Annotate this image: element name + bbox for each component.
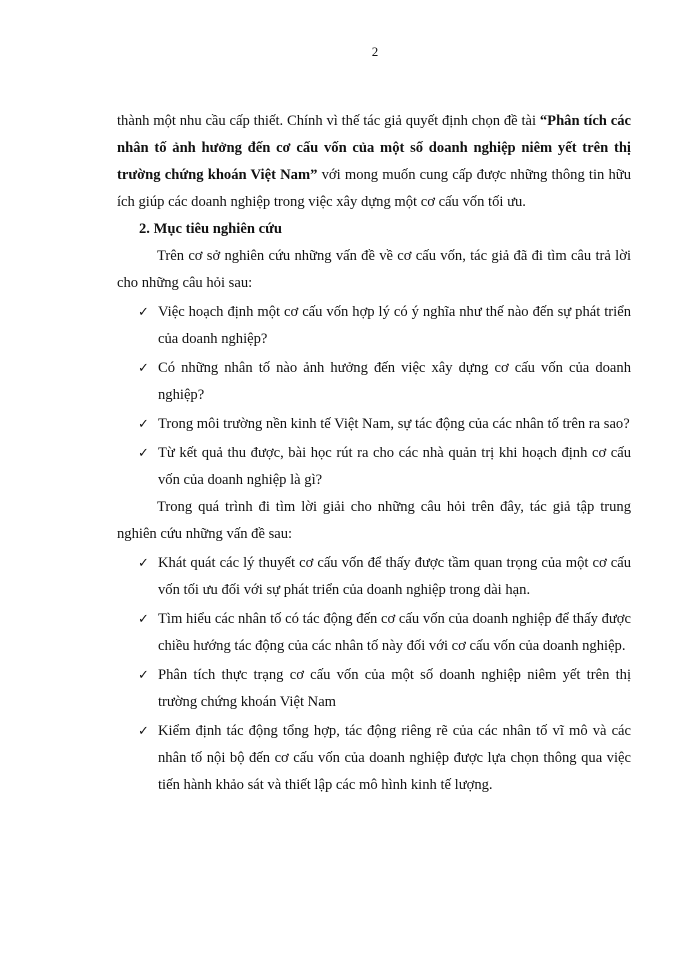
list-item — [117, 411, 631, 438]
list-item — [117, 299, 631, 353]
list-item-text: Từ kết quả thu được, bài học rút ra cho các nhà quản trị khi hoạch định cơ cấu vốn của doanh nghiệp là gì? — [158, 445, 631, 488]
check-mark-icon: ✓ — [138, 361, 149, 376]
list-item-text: Khát quát các lý thuyết cơ cấu vốn để thấy được tầm quan trọng của một cơ cấu vốn tối ưu đối với sự phát triển của doanh nghiệp trong dài hạn. — [158, 555, 631, 598]
check-mark-icon: ✓ — [138, 446, 149, 461]
list-item — [117, 606, 631, 660]
list-item-text: Kiểm định tác động tổng hợp, tác động riêng rẽ của các nhân tố vĩ mô và các nhân tố nội bộ đến cơ cấu vốn của doanh nghiệp được lựa chọn thông qua việc tiến hành khảo sát và thiết lập các mô hình kinh tế lượng. — [158, 723, 631, 793]
check-mark-icon: ✓ — [138, 305, 149, 320]
intro-lead: thành một nhu cầu cấp thiết. Chính vì thế tác giả quyết định chọn đề tài — [117, 113, 540, 129]
list-item — [117, 440, 631, 494]
section-heading: 2. Mục tiêu nghiên cứu — [139, 221, 282, 237]
check-mark-icon: ✓ — [138, 724, 149, 739]
intro-paragraph — [117, 108, 631, 216]
list-item-text: Trong môi trường nền kinh tế Việt Nam, sự tác động của các nhân tố trên ra sao? — [158, 416, 630, 432]
document-body — [117, 108, 631, 799]
list-item-text: Việc hoạch định một cơ cấu vốn hợp lý có ý nghĩa như thế nào đến sự phát triển của doanh nghiệp? — [158, 304, 631, 347]
list-item-text: Tìm hiểu các nhân tố có tác động đến cơ cấu vốn của doanh nghiệp để thấy được chiều hướng tác động của các nhân tố này đối với cơ cấu vốn của doanh nghiệp. — [158, 611, 631, 654]
list-item-text: Có những nhân tố nào ảnh hưởng đến việc xây dựng cơ cấu vốn của doanh nghiệp? — [158, 360, 631, 403]
list-item — [117, 662, 631, 716]
questions-list — [117, 299, 631, 494]
list-item — [117, 355, 631, 409]
intro-tail: với mong muốn cung cấp được những thông tin hữu ích giúp các doanh nghiệp trong việc xây dựng một cơ cấu vốn tối ưu. — [117, 167, 631, 210]
list-item — [117, 550, 631, 604]
check-mark-icon: ✓ — [138, 556, 149, 571]
check-mark-icon: ✓ — [138, 417, 149, 432]
check-mark-icon: ✓ — [138, 612, 149, 627]
paragraph-questions-intro: Trên cơ sở nghiên cứu những vấn đề về cơ cấu vốn, tác giả đã đi tìm câu trả lời cho những câu hỏi sau: — [117, 248, 631, 291]
page-number: 2 — [371, 44, 379, 59]
check-mark-icon: ✓ — [138, 668, 149, 683]
focus-list — [117, 550, 631, 799]
list-item-text: Phân tích thực trạng cơ cấu vốn của một số doanh nghiệp niêm yết trên thị trường chứng khoán Việt Nam — [158, 667, 631, 710]
list-item — [117, 718, 631, 799]
thesis-title: “Phân tích các nhân tố ảnh hưởng đến cơ cấu vốn của một số doanh nghiệp niêm yết trên thị trường chứng khoán Việt Nam” — [117, 113, 631, 183]
paragraph-focus-intro: Trong quá trình đi tìm lời giải cho những câu hỏi trên đây, tác giả tập trung nghiên cứu những vấn đề sau: — [117, 499, 631, 542]
